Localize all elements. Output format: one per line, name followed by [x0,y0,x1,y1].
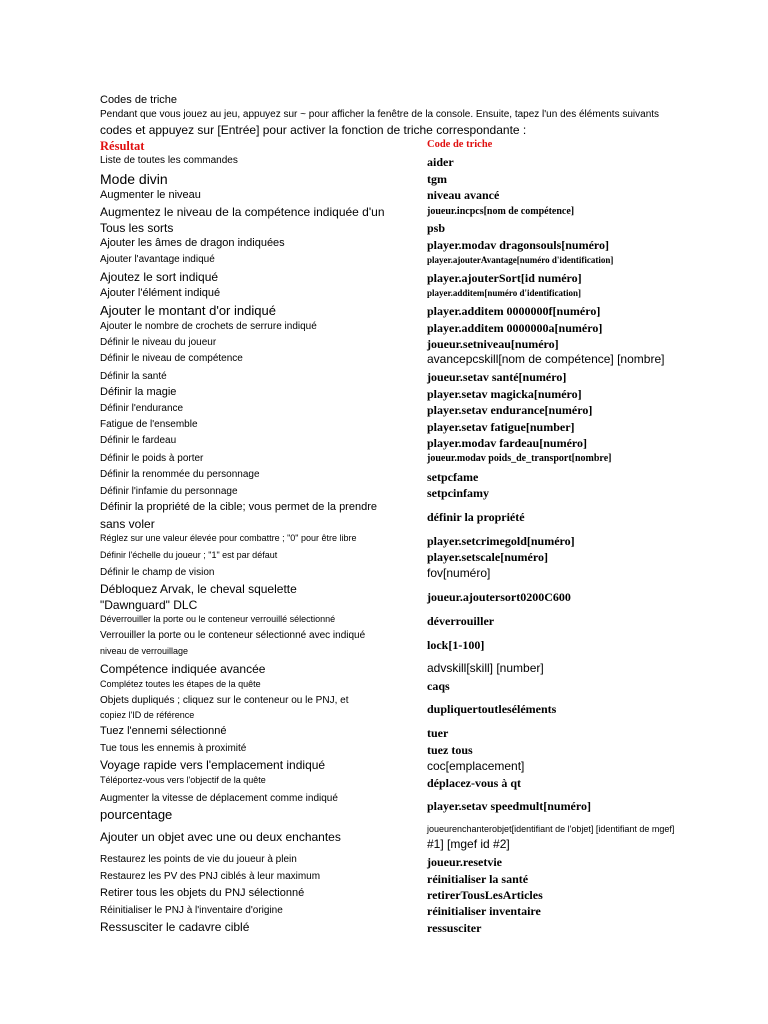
result-text: Réglez sur une valeur élevée pour combattre ; "0" pour être libre [100,533,357,543]
result-text: Mode divin [100,171,168,187]
cheat-code: tgm [427,172,447,186]
result-text: Ajouter les âmes de dragon indiquées [100,237,285,249]
cheat-code: player.ajouterAvantage[numéro d'identification] [427,255,614,265]
page-title: Codes de triche [100,94,178,106]
result-text: niveau de verrouillage [100,646,189,656]
cheat-code: player.setav endurance[numéro] [427,403,593,417]
cheat-code: définir la propriété [427,510,525,524]
cheat-code: réinitialiser inventaire [427,904,541,918]
cheat-code: player.additem 0000000f[numéro] [427,304,601,318]
result-text: Téléportez-vous vers l'objectif de la quête [100,775,266,785]
result-text: "Dawnguard" DLC [100,598,198,612]
cheat-code: joueur.resetvie [427,855,502,869]
result-text: Ajouter un objet avec une ou deux enchantes [100,830,341,844]
result-text: Définir le poids à porter [100,453,204,464]
cheat-code: joueur.ajoutersort0200C600 [427,590,571,604]
column-header-result: Résultat [100,139,145,153]
cheat-code: psb [427,221,446,235]
result-text: Définir la santé [100,371,167,382]
cheat-code: player.additem[numéro d'identification] [427,288,582,298]
result-text: Définir le niveau du joueur [100,337,217,348]
result-text: Réinitialiser le PNJ à l'inventaire d'origine [100,905,283,916]
result-text: Augmentez le niveau de la compétence indiquée d'un [100,205,385,219]
result-text: Débloquez Arvak, le cheval squelette [100,582,297,596]
cheat-code: déplacez-vous à qt [427,776,521,790]
result-text: Tue tous les ennemis à proximité [100,743,247,754]
cheat-code: coc[emplacement] [427,759,525,773]
result-text: copiez l'ID de référence [100,710,195,720]
cheat-code: player.ajouterSort[id numéro] [427,271,582,285]
cheat-code: advskill[skill] [number] [427,661,544,675]
cheat-code: joueur.incpcs[nom de compétence] [427,206,575,217]
cheat-code: player.setcrimegold[numéro] [427,534,575,548]
cheat-code: setpcfame [427,470,479,484]
cheat-code: player.setav speedmult[numéro] [427,799,591,813]
result-text: Ajoutez le sort indiqué [100,270,219,284]
result-text: Liste de toutes les commandes [100,155,238,166]
result-text: Fatigue de l'ensemble [100,419,198,430]
cheat-code: dupliquertoutleséléments [427,702,557,716]
result-text: Complétez toutes les étapes de la quête [100,679,261,689]
result-text: Objets dupliqués ; cliquez sur le conteneur ou le PNJ, et [100,695,349,706]
result-text: Ajouter le montant d'or indiqué [100,303,276,318]
cheat-code: joueurenchanterobjet[identifiant de l'objet] [identifiant de mgef] [427,824,675,834]
cheat-code: tuer [427,726,449,740]
column-header-cheat-code: Code de triche [427,139,493,150]
result-text: Définir la renommée du personnage [100,469,260,480]
result-text: Définir l'échelle du joueur ; "1" est par défaut [100,550,278,560]
intro-line: Pendant que vous jouez au jeu, appuyez sur ~ pour afficher la fenêtre de la console. Ensuite, tapez l'un des éléments suivants [100,109,660,120]
cheat-code: player.additem 0000000a[numéro] [427,321,603,335]
cheat-code: joueur.setav santé[numéro] [427,370,567,384]
result-text: Déverrouiller la porte ou le conteneur verrouillé sélectionné [100,614,336,624]
result-text: Ajouter l'avantage indiqué [100,254,215,265]
cheat-code: fov[numéro] [427,566,491,580]
cheat-code: avancepcskill[nom de compétence] [nombre] [427,352,665,366]
result-text: Verrouiller la porte ou le conteneur sélectionné avec indiqué [100,630,366,641]
result-text: Ajouter le nombre de crochets de serrure indiqué [100,321,317,332]
cheat-code: retirerTousLesArticles [427,888,543,902]
cheat-code: joueur.modav poids_de_transport[nombre] [427,453,612,464]
cheat-code: setpcinfamy [427,486,489,500]
cheat-code: player.modav fardeau[numéro] [427,436,587,450]
result-text: Voyage rapide vers l'emplacement indiqué [100,758,326,772]
cheat-code: caqs [427,679,450,693]
result-text: Compétence indiquée avancée [100,662,266,676]
result-text: Ressusciter le cadavre ciblé [100,920,250,934]
result-text: Définir le fardeau [100,435,177,446]
result-text: Restaurez les PV des PNJ ciblés à leur maximum [100,871,321,882]
cheat-code: joueur.setniveau[numéro] [427,337,559,351]
cheat-code: player.modav dragonsouls[numéro] [427,238,610,252]
cheat-code: lock[1-100] [427,638,485,652]
result-text: Ajouter l'élément indiqué [100,287,221,299]
cheat-code: #1] [mgef id #2] [427,837,510,851]
result-text: Retirer tous les objets du PNJ sélectionné [100,887,305,899]
result-text: Restaurez les points de vie du joueur à plein [100,854,297,865]
result-text: Définir le champ de vision [100,567,215,578]
result-text: Définir l'infamie du personnage [100,486,238,497]
cheat-code: player.setav magicka[numéro] [427,387,582,401]
cheat-code: ressusciter [427,921,482,935]
cheat-code: déverrouiller [427,614,495,628]
cheat-code: niveau avancé [427,188,500,202]
cheat-code: aider [427,155,454,169]
result-text: Définir le niveau de compétence [100,353,243,364]
cheat-code: player.setav fatigue[number] [427,420,575,434]
result-text: Augmenter la vitesse de déplacement comme indiqué [100,793,338,804]
result-text: sans voler [100,517,155,531]
result-text: Tuez l'ennemi sélectionné [100,725,227,737]
cheat-code: tuez tous [427,743,473,757]
result-text: pourcentage [100,807,173,822]
intro-line: codes et appuyez sur [Entrée] pour activer la fonction de triche correspondante : [100,123,527,137]
result-text: Définir la propriété de la cible; vous permet de la prendre [100,501,377,513]
cheat-code: player.setscale[numéro] [427,550,548,564]
result-text: Définir l'endurance [100,403,184,414]
cheat-code: réinitialiser la santé [427,872,529,886]
result-text: Définir la magie [100,386,177,398]
result-text: Tous les sorts [100,221,174,235]
result-text: Augmenter le niveau [100,189,201,201]
